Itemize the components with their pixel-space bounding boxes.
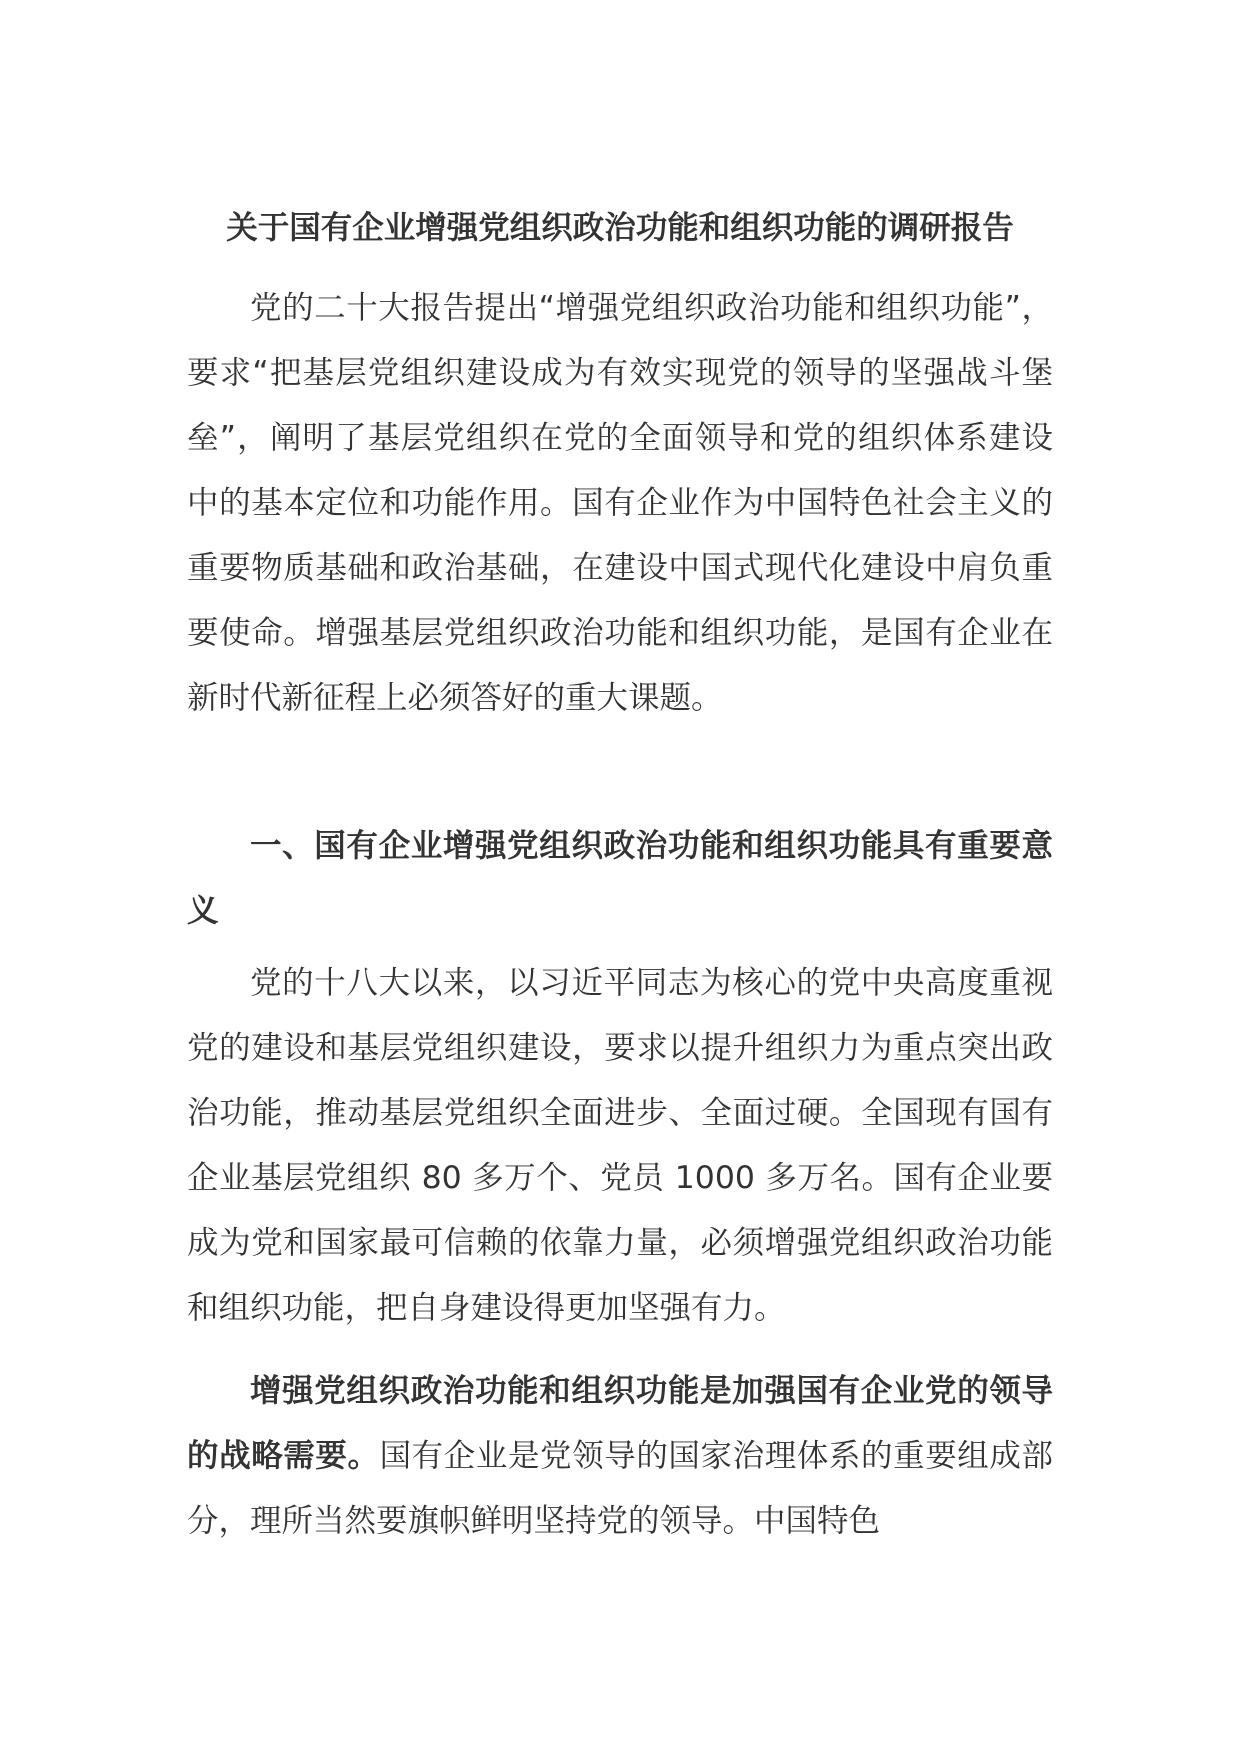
intro-paragraph: 党的二十大报告提出“增强党组织政治功能和组织功能”，要求“把基层党组织建设成为有效实现党的领导的坚强战斗堡垒”，阐明了基层党组织在党的全面领导和党的组织体系建设中的基本定位和功能作用。国有企业作为中国特色社会主义的重要物质基础和政治基础，在建设中国式现代化建设中肩负重要使命。增强基层党组织政治功能和组织功能，是国有企业在新时代新征程上必须答好的重大课题。 bbox=[187, 290, 1053, 716]
paragraph-lead-sentence: 增强党组织政治功能和组织功能是加强国有企业党的领导的战略需要。 bbox=[187, 1373, 1053, 1474]
paragraph-body-text: 国有企业是党领导的国家治理体系的重要组成部分，理所当然要旗帜鲜明坚持党的领导。中国特色 bbox=[187, 1438, 1053, 1539]
section-heading-1: 一、国有企业增强党组织政治功能和组织功能具有重要意义 bbox=[187, 828, 1053, 929]
document-title: 关于国有企业增强党组织政治功能和组织功能的调研报告 bbox=[226, 210, 1014, 246]
section-1-paragraph-1: 党的十八大以来，以习近平同志为核心的党中央高度重视党的建设和基层党组织建设，要求以提升组织力为重点突出政治功能，推动基层党组织全面进步、全面过硬。全国现有国有企业基层党组织 80 多万个、党员 1000 多万名。国有企业要成为党和国家最可信赖的依靠力量，必须增强党组织政治功能和组织功能，把自身建设得更加坚强有力。 bbox=[187, 965, 1053, 1326]
section-1-paragraph-2 bbox=[187, 1359, 1053, 1554]
